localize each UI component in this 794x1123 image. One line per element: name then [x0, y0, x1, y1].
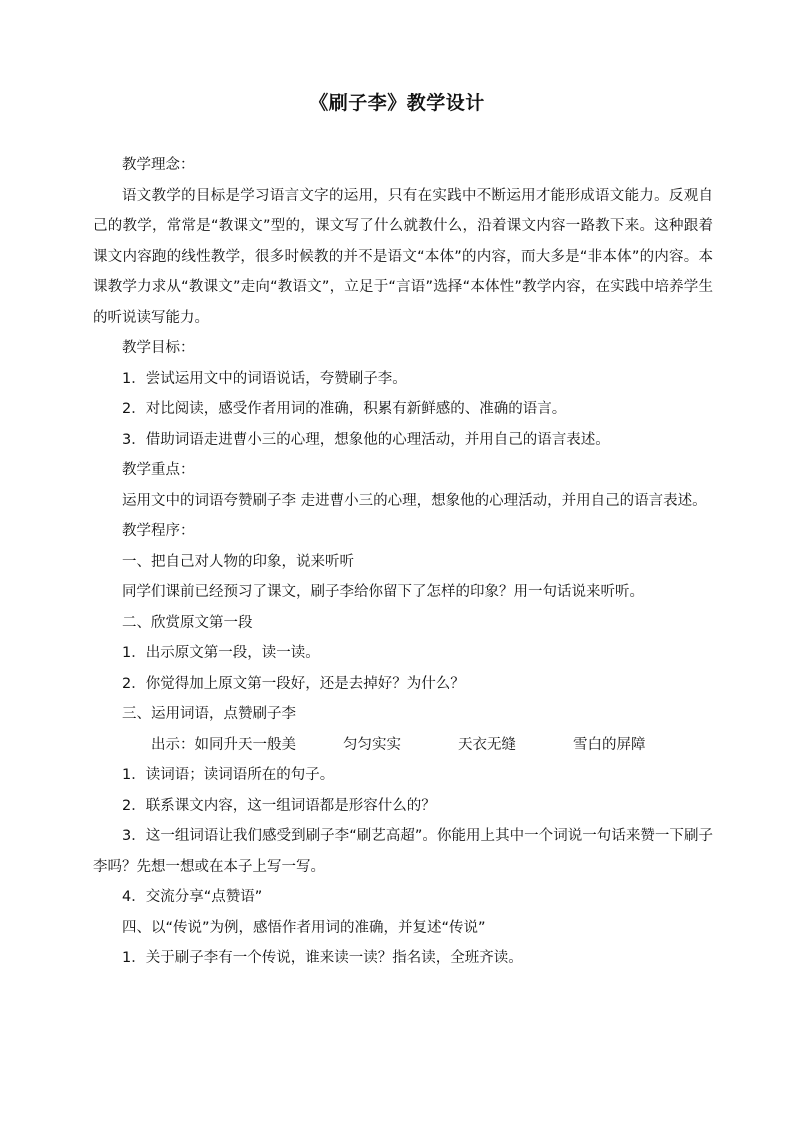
- section-3-item-2: 2．联系课文内容，这一组词语都是形容什么的？: [122, 797, 436, 814]
- word-list-lead: 出示：如同升天一般美: [151, 736, 296, 753]
- heading-teaching-procedure: 教学程序：: [122, 523, 195, 539]
- section-3-item-1: 1．读词语；读词语所在的句子。: [122, 767, 335, 783]
- focus-paragraph: 运用文中的词语夸赞刷子李 走进曹小三的心理，想象他的心理活动，并用自己的语言表述。: [122, 492, 707, 509]
- section-2-heading: 二、欣赏原文第一段: [122, 614, 253, 631]
- section-1-text: 同学们课前已经预习了课文，刷子李给你留下了怎样的印象？用一句话说来听听。: [122, 584, 644, 600]
- heading-teaching-philosophy: 教学理念：: [122, 157, 195, 173]
- section-4-item-1: 1．关于刷子李有一个传说，谁来读一读？指名读，全班齐读。: [122, 950, 523, 966]
- section-2-item-2: 2．你觉得加上原文第一段好，还是去掉好？为什么？: [122, 675, 465, 692]
- section-3-item-4: 4．交流分享“点赞语”: [122, 889, 263, 905]
- document-body: [93, 150, 713, 974]
- word-item: 天衣无缝: [458, 736, 516, 753]
- section-1-heading: 一、把自己对人物的印象，说来听听: [122, 553, 354, 570]
- word-list-line: [93, 730, 713, 761]
- section-4-heading: 四、以“传说”为例，感悟作者用词的准确，并复述“传说”: [122, 919, 486, 936]
- document-title: 《刷子李》教学设计: [309, 92, 485, 114]
- section-2-item-1: 1．出示原文第一段，读一读。: [122, 645, 320, 661]
- word-item: 雪白的屏障: [573, 736, 646, 753]
- section-3-heading: 三、运用词语，点赞刷子李: [122, 706, 296, 722]
- goal-item-2: 2．对比阅读，感受作者用词的准确，积累有新鲜感的、准确的语言。: [122, 401, 567, 417]
- goal-item-1: 1．尝试运用文中的词语说话，夸赞刷子李。: [122, 370, 407, 387]
- goal-item-3: 3．借助词语走进曹小三的心理，想象他的心理活动，并用自己的语言表述。: [122, 431, 610, 448]
- heading-teaching-focus: 教学重点：: [122, 462, 195, 478]
- heading-teaching-goals: 教学目标：: [122, 340, 195, 356]
- philosophy-paragraph: 语文教学的目标是学习语言文字的运用，只有在实践中不断运用才能形成语文能力。反观自己的教学，常常是“教课文”型的，课文写了什么就教什么，沿着课文内容一路教下来。这种跟着课文内容跑的线性教学，很多时候教的并不是语文“本体”的内容，而大多是“非本体”的内容。本课教学力求从“教课文”走向“教语文”，立足于“言语”选择“本体性”教学内容，在实践中培养学生的听说读写能力。: [93, 187, 713, 326]
- word-item: 匀匀实实: [343, 736, 401, 753]
- section-3-item-3: 3．这一组词语让我们感受到刷子李“刷艺高超”。你能用上其中一个词说一句话来赞一下刷子李吗？先想一想或在本子上写一写。: [93, 828, 713, 875]
